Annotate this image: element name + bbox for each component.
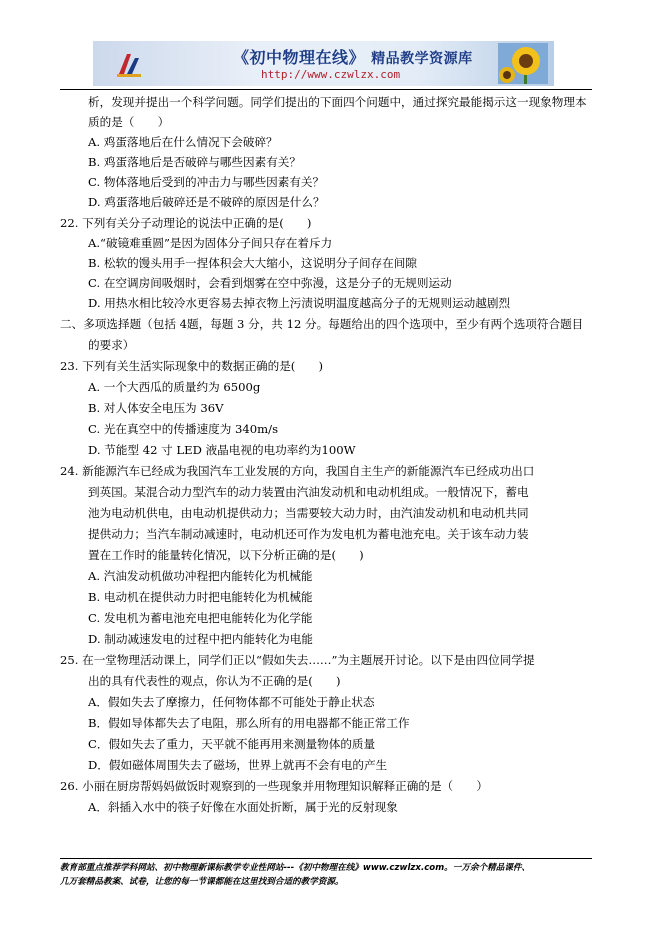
question-line: 24. 新能源汽车已经成为我国汽车工业发展的方向，我国自主生产的新能源汽车已经成功出口: [60, 464, 535, 478]
text-line: 池为电动机供电，由电动机提供动力；当需要较大动力时，由汽油发动机和电动机共同: [88, 506, 529, 520]
option-line: C. 在空调房间吸烟时，会看到烟雾在空中弥漫，这是分子的无规则运动: [88, 276, 452, 290]
site-logo-icon: [115, 50, 143, 78]
question-line: 23. 下列有关生活实际现象中的数据正确的是( ): [60, 359, 324, 373]
option-line: B. 松软的馒头用手一捏体积会大大缩小，这说明分子间存在间隙: [88, 256, 417, 270]
option-line: D. 用热水相比较冷水更容易去掉衣物上污渍说明温度越高分子的无规则运动越剧烈: [88, 296, 511, 310]
option-line: D．假如磁体周围失去了磁场，世界上就再不会有电的产生: [88, 758, 388, 772]
option-line: A．斜插入水中的筷子好像在水面处折断，属于光的反射现象: [88, 800, 398, 814]
option-line: A.“破镜难重圆”是因为固体分子间只存在着斥力: [88, 236, 333, 250]
option-line: D. 节能型 42 寸 LED 液晶电视的电功率约为100W: [88, 443, 356, 457]
option-line: B. 对人体安全电压为 36V: [88, 401, 224, 415]
footer-divider: [60, 858, 592, 859]
option-line: A. 汽油发动机做功冲程把内能转化为机械能: [88, 569, 313, 583]
site-name: 《初中物理在线》: [233, 48, 366, 67]
text-line: 的要求）: [88, 338, 135, 352]
text-line: 析，发现并提出一个科学问题。同学们提出的下面四个问题中，通过探究最能揭示这一现象物理本: [88, 95, 587, 109]
header-banner: [93, 41, 554, 86]
question-line: 22. 下列有关分子动理论的说法中正确的是( ): [60, 216, 312, 230]
option-line: B. 鸡蛋落地后是否破碎与哪些因素有关？: [88, 155, 301, 169]
text-line: 到英国。某混合动力型汽车的动力装置由汽油发动机和电动机组成。一般情况下，蓄电: [88, 485, 529, 499]
option-line: D. 鸡蛋落地后破碎还是不破碎的原因是什么？: [88, 195, 325, 209]
option-line: A. 一个大西瓜的质量约为 6500g: [88, 380, 261, 394]
option-line: C. 光在真空中的传播速度为 340m/s: [88, 422, 279, 436]
question-line: 26. 小丽在厨房帮妈妈做饭时观察到的一些现象并用物理知识解释正确的是（ ）: [60, 779, 488, 793]
question-line: 25. 在一堂物理活动课上，同学们正以“假如失去……”为主题展开讨论。以下是由四位同学提: [60, 653, 535, 667]
option-line: C．假如失去了重力，天平就不能再用来测量物体的质量: [88, 737, 376, 751]
header-divider: [60, 89, 592, 90]
text-line: 提供动力；当汽车制动减速时，电动机还可作为发电机为蓄电池充电。关于该车动力装: [88, 527, 529, 541]
option-line: A. 鸡蛋落地后在什么情况下会破碎？: [88, 135, 278, 149]
footer-line-1: 教育部重点推荐学科网站、初中物理新课标教学专业性网站---《初中物理在线》www.czwlzx.com。一万余个精品课件、: [60, 863, 531, 873]
question-line: 二、多项选择题（包括 4题，每题 3 分，共 12 分。每题给出的四个选项中，至少有两个选项符合题目: [60, 317, 584, 331]
site-url: http://www.czwlzx.com: [261, 68, 401, 81]
text-line: 置在工作时的能量转化情况，以下分析正确的是( ): [88, 548, 364, 562]
option-line: D. 制动减速发电的过程中把内能转化为电能: [88, 632, 313, 646]
option-line: C. 物体落地后受到的冲击力与哪些因素有关？: [88, 175, 325, 189]
sunflower-icon: [498, 43, 548, 84]
site-subtitle: 精品教学资源库: [371, 51, 473, 67]
option-line: B. 电动机在提供动力时把电能转化为机械能: [88, 590, 313, 604]
text-line: 质的是（ ）: [88, 115, 170, 129]
header-title: [233, 45, 473, 68]
option-line: B．假如导体都失去了电阻，那么所有的用电器都不能正常工作: [88, 716, 410, 730]
option-line: A．假如失去了摩擦力，任何物体都不可能处于静止状态: [88, 695, 375, 709]
text-line: 出的具有代表性的观点，你认为不正确的是( ): [88, 674, 341, 688]
option-line: C. 发电机为蓄电池充电把电能转化为化学能: [88, 611, 313, 625]
footer-line-2: 几万套精品教案、试卷，让您的每一节课都能在这里找到合适的教学资源。: [60, 877, 344, 887]
